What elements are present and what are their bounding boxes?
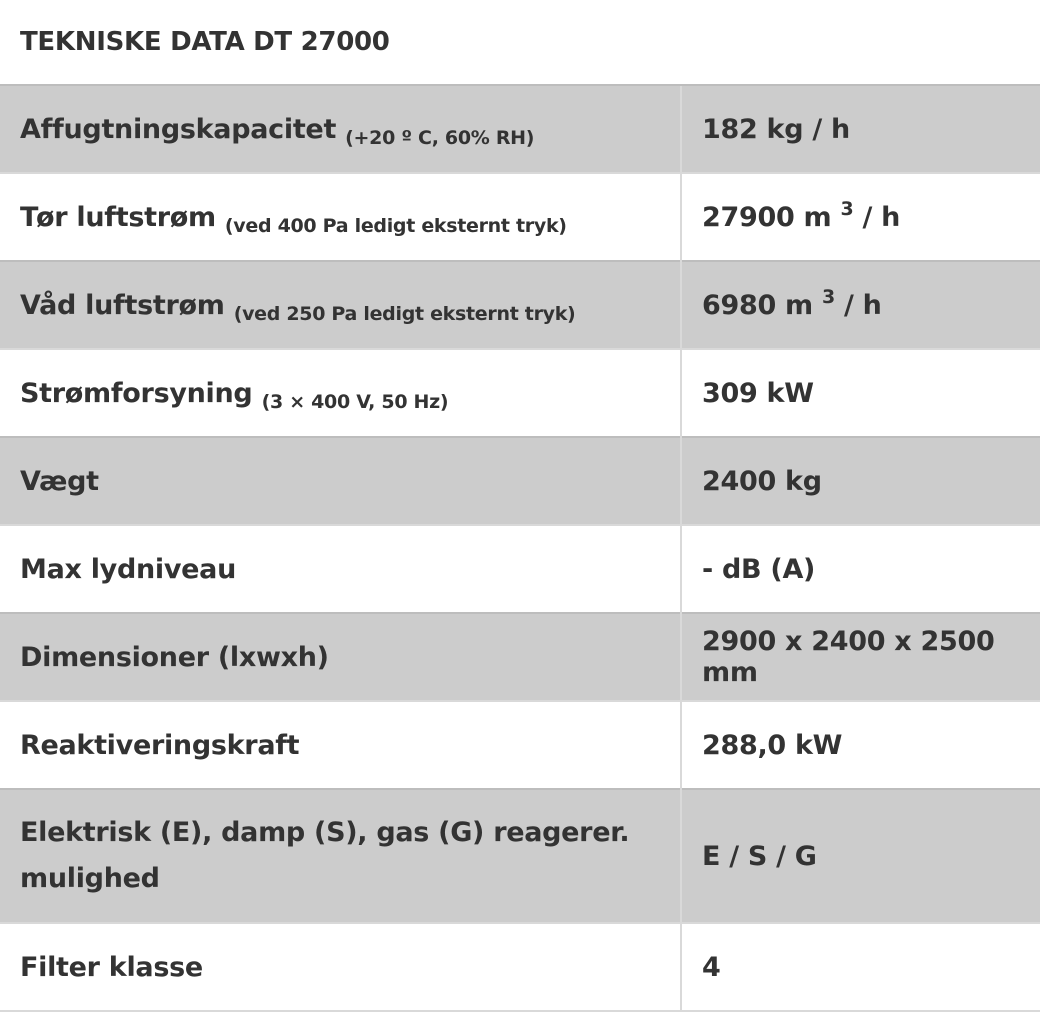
table-row bbox=[0, 173, 1040, 261]
table-row bbox=[0, 923, 1040, 1011]
row-label bbox=[0, 173, 681, 261]
label-text: Strømforsyning bbox=[20, 377, 253, 409]
table-row bbox=[0, 437, 1040, 525]
value-unit: / h bbox=[834, 289, 882, 321]
row-value: 288,0 kW bbox=[681, 701, 1040, 789]
row-value: E / S / G bbox=[681, 789, 1040, 923]
row-value: 182 kg / h bbox=[681, 85, 1040, 173]
row-value bbox=[681, 261, 1040, 349]
label-text: Tør luftstrøm bbox=[20, 201, 216, 233]
table-row bbox=[0, 525, 1040, 613]
table-row bbox=[0, 613, 1040, 701]
row-value: 4 bbox=[681, 923, 1040, 1011]
row-value: 2400 kg bbox=[681, 437, 1040, 525]
value-unit: / h bbox=[853, 201, 901, 233]
value-exponent: 3 bbox=[840, 197, 854, 220]
row-value: 2900 x 2400 x 2500 mm bbox=[681, 613, 1040, 701]
row-value: - dB (A) bbox=[681, 525, 1040, 613]
spec-table bbox=[0, 84, 1040, 1012]
value-main: 6980 m bbox=[702, 289, 813, 321]
row-label: Reaktiveringskraft bbox=[0, 701, 681, 789]
row-label: Vægt bbox=[0, 437, 681, 525]
table-row bbox=[0, 789, 1040, 923]
row-value: 309 kW bbox=[681, 349, 1040, 437]
label-text: Affugtningskapacitet bbox=[20, 113, 337, 145]
table-row bbox=[0, 349, 1040, 437]
row-label: Filter klasse bbox=[0, 923, 681, 1011]
value-main: 27900 m bbox=[702, 201, 832, 233]
label-text: Våd luftstrøm bbox=[20, 289, 225, 321]
table-row bbox=[0, 85, 1040, 173]
label-note: (+20 º C, 60% RH) bbox=[345, 126, 535, 149]
row-label bbox=[0, 85, 681, 173]
label-note: (ved 400 Pa ledigt eksternt tryk) bbox=[224, 214, 567, 237]
row-label: Max lydniveau bbox=[0, 525, 681, 613]
table-row bbox=[0, 261, 1040, 349]
label-note: (3 × 400 V, 50 Hz) bbox=[261, 390, 449, 413]
value-exponent: 3 bbox=[822, 285, 835, 308]
row-label: Elektrisk (E), damp (S), gas (G) reagerer. mulighed bbox=[0, 789, 681, 923]
table-row bbox=[0, 701, 1040, 789]
row-label bbox=[0, 261, 681, 349]
row-label bbox=[0, 349, 681, 437]
label-note: (ved 250 Pa ledigt eksternt tryk) bbox=[233, 302, 576, 325]
row-value bbox=[681, 173, 1040, 261]
table-title: TEKNISKE DATA DT 27000 bbox=[20, 27, 390, 57]
row-label: Dimensioner (lxwxh) bbox=[0, 613, 681, 701]
